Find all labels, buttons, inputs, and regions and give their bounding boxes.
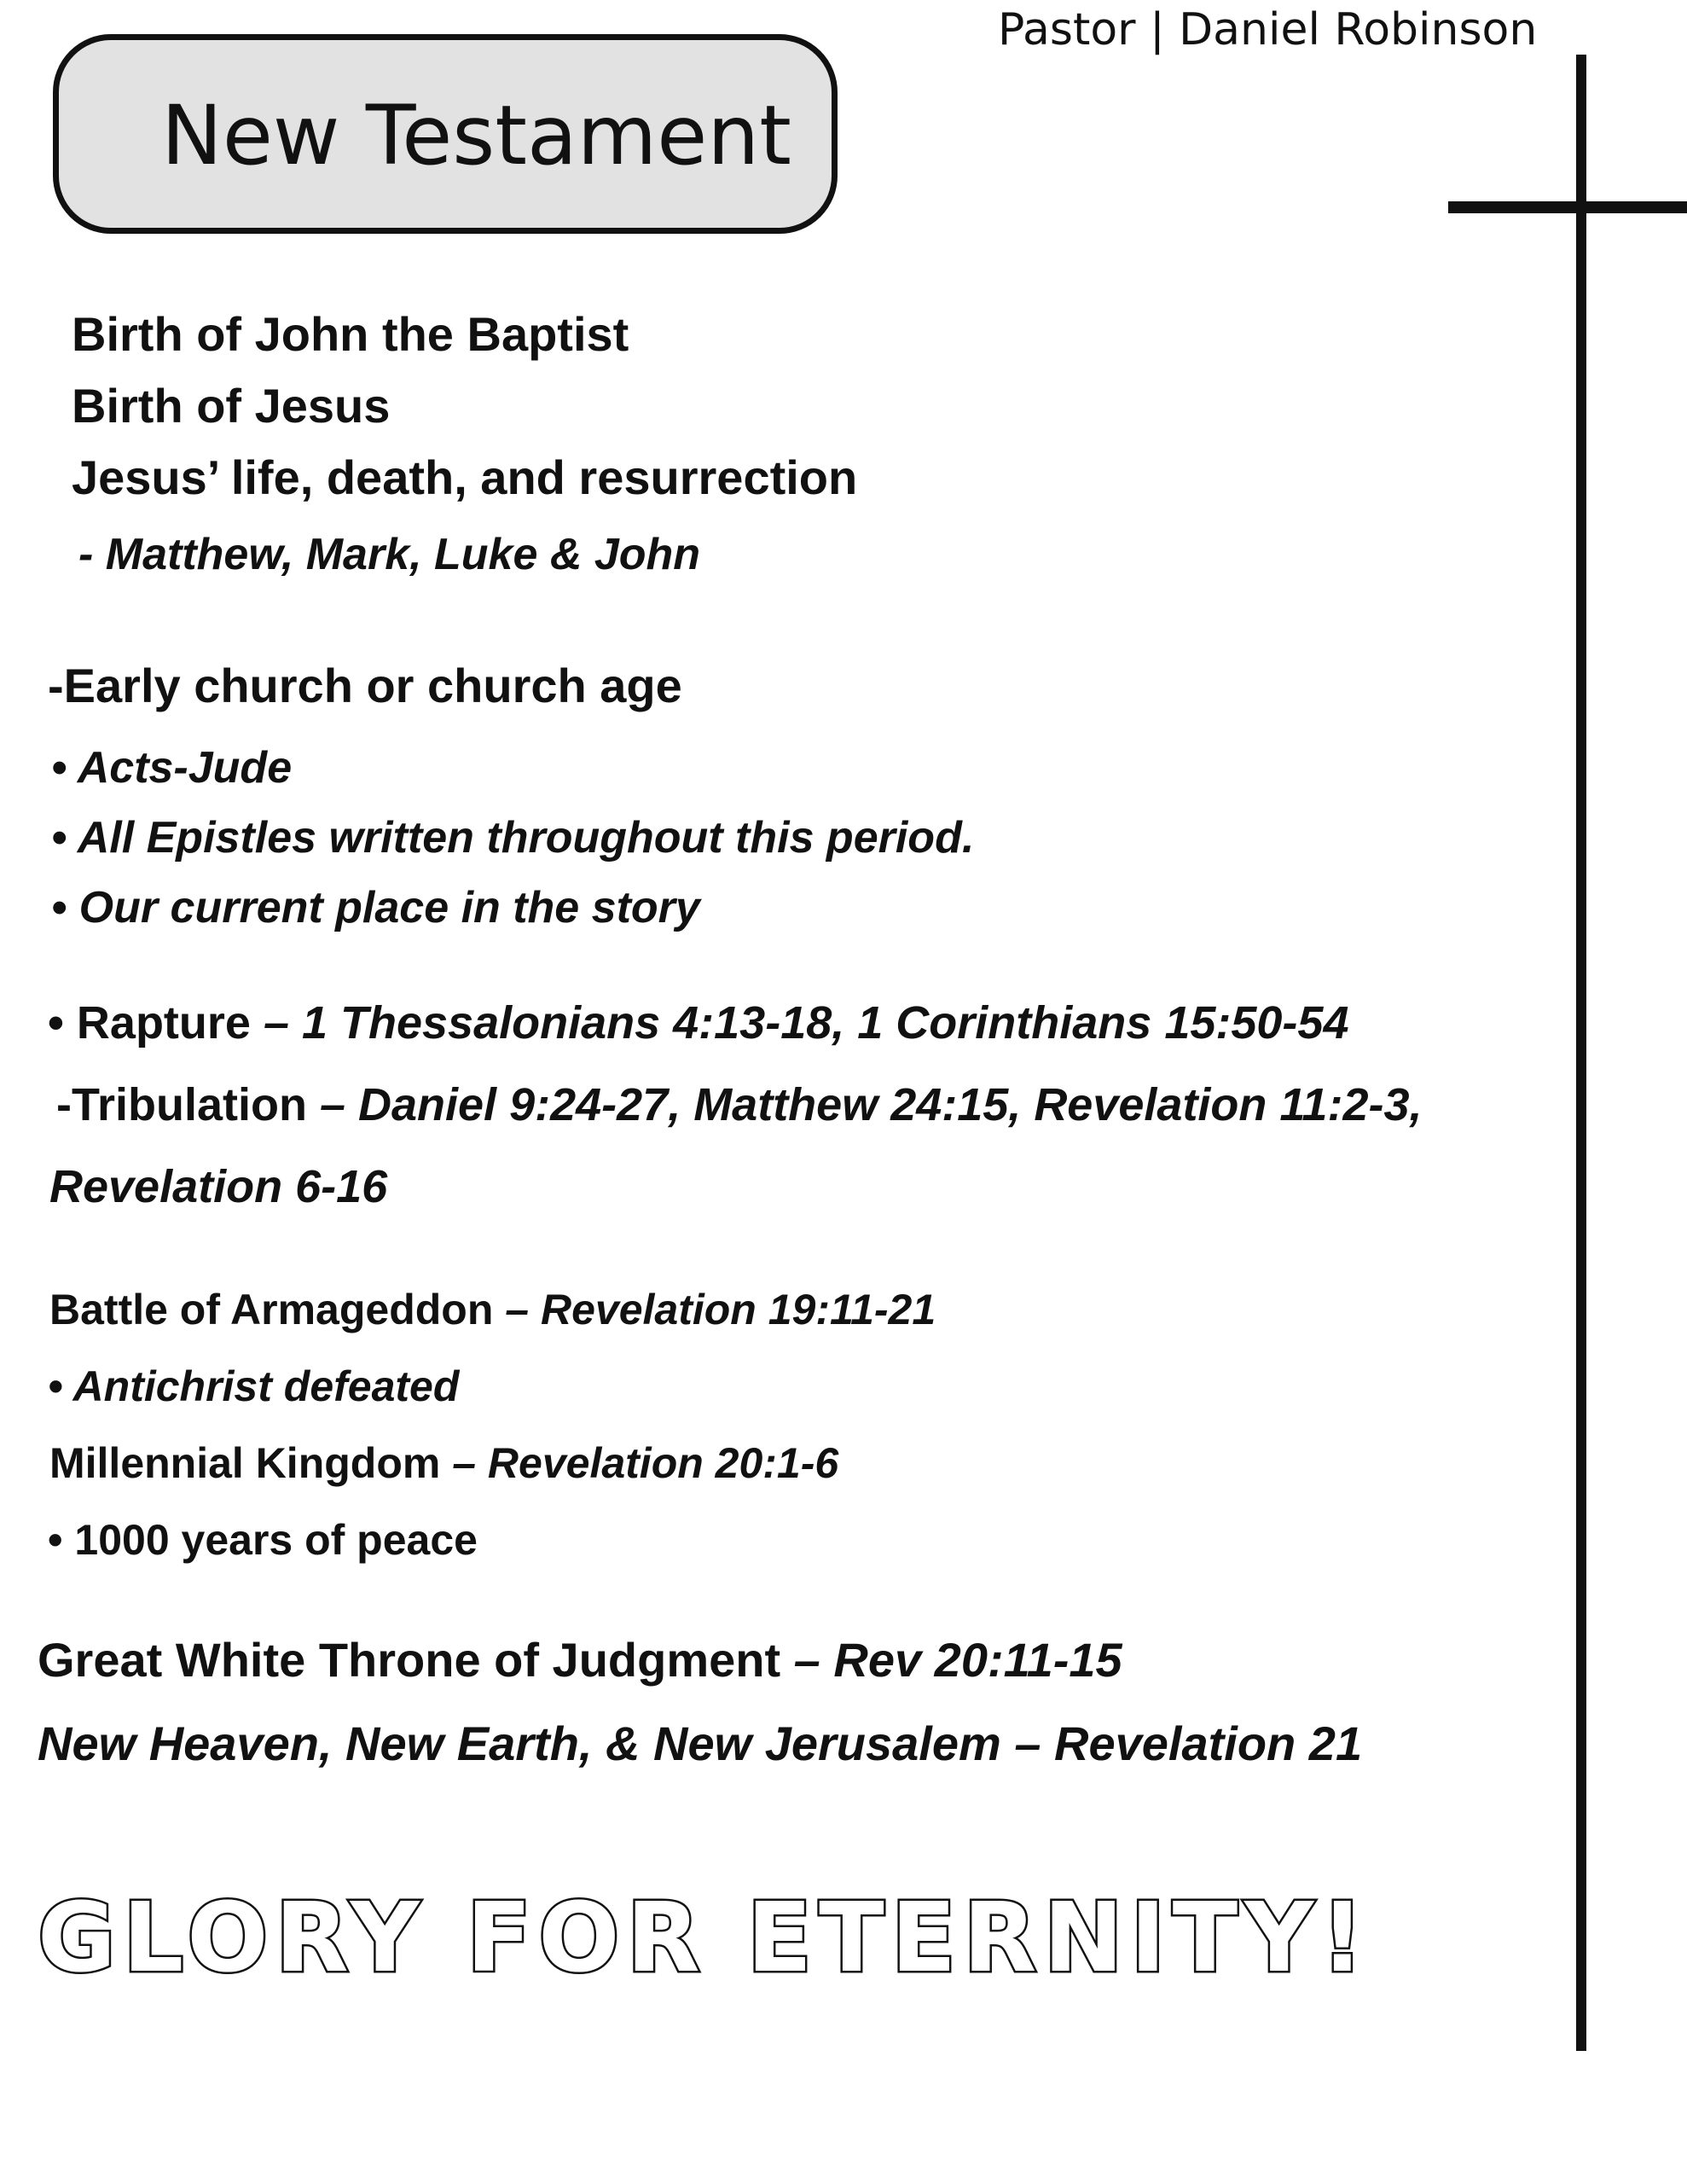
gospel-line-life-death: Jesus’ life, death, and resurrection [72,450,858,504]
gospel-line-birth-jesus: Birth of Jesus [72,379,391,433]
tribulation-refs: – Daniel 9:24-27, Matthew 24:15, Revelation 11:2-3, [306,1079,1423,1130]
judgment-label: Great White Throne of Judgment [38,1633,781,1687]
millennium-line [49,1435,838,1491]
millennium-ref: – Revelation 20:1-6 [440,1439,839,1487]
closing-banner: GLORY FOR ETERNITY! [38,1883,1371,1994]
gospel-line-john-baptist: Birth of John the Baptist [72,307,629,361]
armageddon-label: Battle of Armageddon [49,1286,494,1333]
rapture-label: • Rapture [48,997,251,1048]
rapture-refs: – 1 Thessalonians 4:13-18, 1 Corinthians 15:50-54 [250,997,1349,1048]
judgment-ref: – Rev 20:11-15 [780,1633,1122,1687]
church-age-heading: -Early church or church age [48,659,682,712]
title-box [53,34,838,234]
millennium-note: • 1000 years of peace [48,1516,478,1564]
church-age-bullet-epistles: • All Epistles written throughout this period. [51,813,975,863]
gospel-books: - Matthew, Mark, Luke & John [78,530,701,579]
armageddon-ref: – Revelation 19:11-21 [493,1286,936,1333]
millennium-label: Millennial Kingdom [49,1439,441,1487]
cross-vertical-bar [1576,55,1586,2051]
tribulation-refs-cont: Revelation 6-16 [49,1161,388,1212]
page-title: New Testament [161,88,791,183]
cross-horizontal-bar [1448,201,1687,213]
church-age-bullet-current: • Our current place in the story [51,883,700,932]
judgment-line [38,1629,1122,1691]
tribulation-line [56,1075,1423,1135]
rapture-line [48,993,1348,1053]
armageddon-line [49,1281,936,1338]
armageddon-note: • Antichrist defeated [48,1362,460,1410]
tribulation-label: -Tribulation [56,1079,307,1130]
church-age-bullet-acts: • Acts-Jude [51,743,293,793]
pastor-name: Pastor | Daniel Robinson [998,4,1538,55]
new-heaven-line: New Heaven, New Earth, & New Jerusalem – Revelation 21 [38,1716,1363,1770]
